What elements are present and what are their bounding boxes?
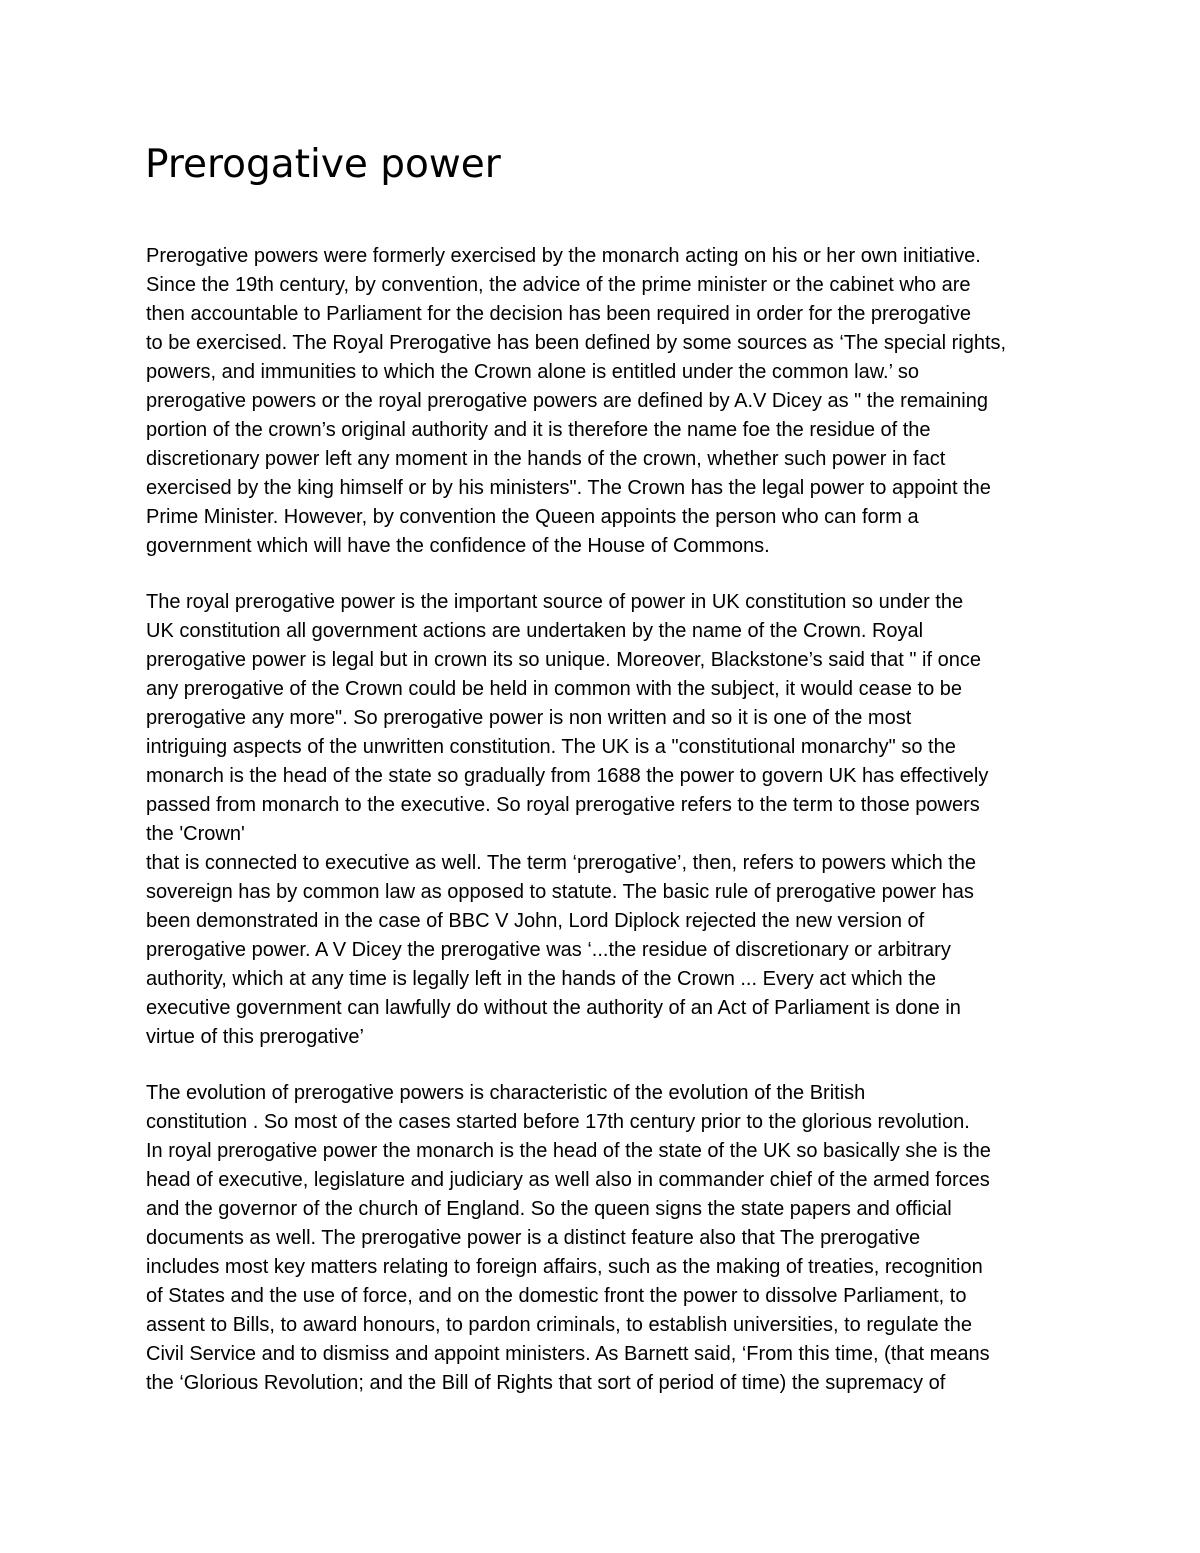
paragraph-line: The royal prerogative power is the important source of power in UK constitution so under the (146, 591, 964, 613)
paragraph-line: constitution . So most of the cases started before 17th century prior to the glorious revolution. (146, 1111, 970, 1133)
paragraph-line: been demonstrated in the case of BBC V John, Lord Diplock rejected the new version of (146, 910, 925, 932)
paragraph-line: executive government can lawfully do without the authority of an Act of Parliament is done in (146, 997, 961, 1019)
paragraph-line: of States and the use of force, and on the domestic front the power to dissolve Parliament, to (146, 1285, 967, 1307)
paragraph-line: that is connected to executive as well. The term ‘prerogative’, then, refers to powers which the (146, 852, 977, 874)
paragraph-line: the ‘Glorious Revolution; and the Bill of Rights that sort of period of time) the supremacy of (146, 1372, 946, 1394)
paragraph-line: Prerogative powers were formerly exercised by the monarch acting on his or her own initiative. (146, 245, 981, 267)
paragraph-line: government which will have the confidence of the House of Commons. (146, 535, 770, 557)
paragraph-line: Civil Service and to dismiss and appoint ministers. As Barnett said, ‘From this time, (that means (146, 1343, 990, 1365)
paragraph-line: sovereign has by common law as opposed to statute. The basic rule of prerogative power has (146, 881, 974, 903)
paragraph-line: assent to Bills, to award honours, to pardon criminals, to establish universities, to regulate the (146, 1314, 972, 1336)
paragraph-line: Prime Minister. However, by convention the Queen appoints the person who can form a (146, 506, 919, 528)
paragraph-line: prerogative powers or the royal prerogative powers are defined by A.V Dicey as " the remaining (146, 390, 988, 412)
paragraph-line: The evolution of prerogative powers is characteristic of the evolution of the British (146, 1082, 866, 1104)
paragraph-line: powers, and immunities to which the Crown alone is entitled under the common law.’ so (146, 361, 919, 383)
paragraph-line: documents as well. The prerogative power is a distinct feature also that The prerogative (146, 1227, 921, 1249)
paragraph-line: passed from monarch to the executive. So royal prerogative refers to the term to those powers (146, 794, 980, 816)
paragraph-line: virtue of this prerogative’ (146, 1026, 364, 1048)
paragraph-line: to be exercised. The Royal Prerogative has been defined by some sources as ‘The special rights, (146, 332, 1007, 354)
paragraph-line: discretionary power left any moment in the hands of the crown, whether such power in fact (146, 448, 946, 470)
paragraph-line: In royal prerogative power the monarch is the head of the state of the UK so basically she is the (146, 1140, 991, 1162)
paragraph-line: prerogative any more". So prerogative power is non written and so it is one of the most (146, 707, 912, 729)
paragraph-line: monarch is the head of the state so gradually from 1688 the power to govern UK has effectively (146, 765, 989, 787)
paragraph-line: prerogative power is legal but in crown its so unique. Moreover, Blackstone’s said that " if once (146, 649, 981, 671)
paragraph-line: prerogative power. A V Dicey the prerogative was ‘...the residue of discretionary or arbitrary (146, 939, 951, 961)
paragraph-line: head of executive, legislature and judiciary as well also in commander chief of the armed forces (146, 1169, 990, 1191)
paragraph-line: intriguing aspects of the unwritten constitution. The UK is a "constitutional monarchy" so the (146, 736, 956, 758)
paragraph-line: authority, which at any time is legally left in the hands of the Crown ... Every act which the (146, 968, 937, 990)
paragraph-line: and the governor of the church of England. So the queen signs the state papers and official (146, 1198, 952, 1220)
paragraph-line: Since the 19th century, by convention, the advice of the prime minister or the cabinet who are (146, 274, 971, 296)
paragraph-line: exercised by the king himself or by his ministers". The Crown has the legal power to appoint the (146, 477, 991, 499)
paragraph-line: includes most key matters relating to foreign affairs, such as the making of treaties, recognition (146, 1256, 983, 1278)
paragraph-line: any prerogative of the Crown could be held in common with the subject, it would cease to be (146, 678, 963, 700)
page-title: Prerogative power (145, 142, 501, 187)
paragraph-line: portion of the crown’s original authority and it is therefore the name foe the residue of the (146, 419, 931, 441)
paragraph-line: then accountable to Parliament for the decision has been required in order for the prerogative (146, 303, 971, 325)
paragraph-line: UK constitution all government actions are undertaken by the name of the Crown. Royal (146, 620, 924, 642)
paragraph-line: the 'Crown' (146, 823, 245, 845)
